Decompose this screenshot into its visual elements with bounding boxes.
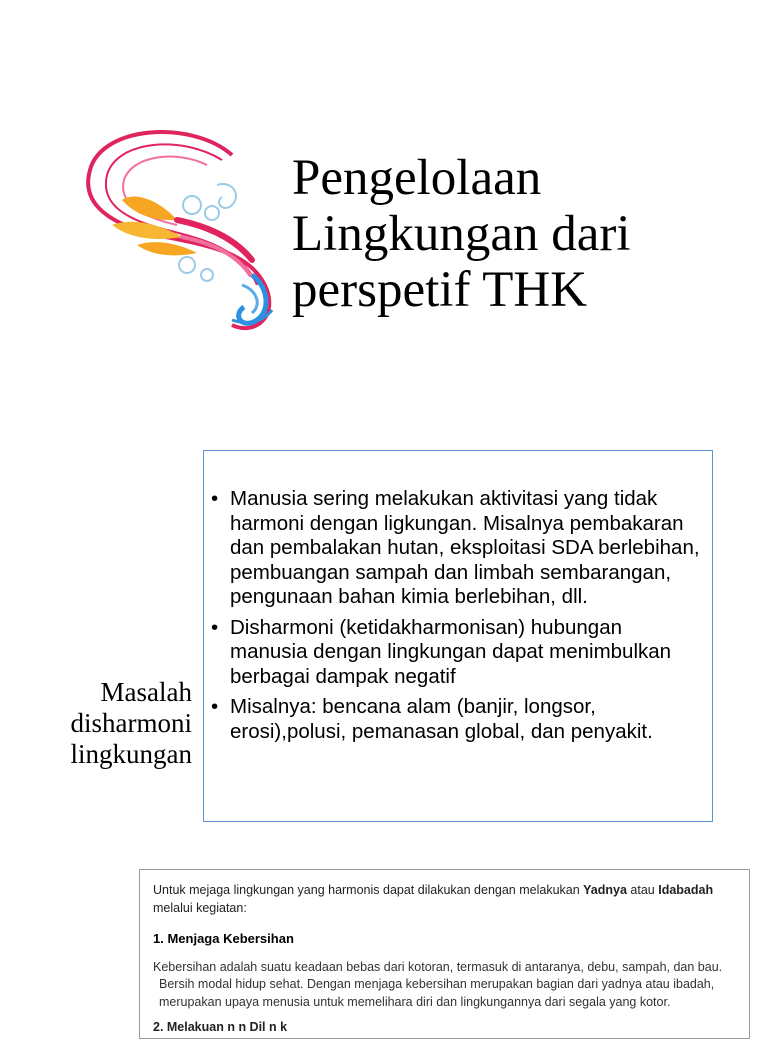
text-panel [139,869,750,1039]
bullet-text: Misalnya: bencana alam (banjir, longsor, erosi),polusi, pemanasan global, dan penyakit. [230,695,653,743]
side-title-line: lingkungan [70,739,192,769]
bullet-item [208,487,704,610]
intro-bold-idabadah: Idabadah [658,883,714,897]
bullet-dot-icon: • [211,487,219,510]
bullet-item [208,695,704,744]
slide-side-title [54,677,192,770]
side-title-line: disharmoni [70,708,192,738]
section-body-line: merupakan upaya menusia untuk memelihara diri dan lingkungannya dari segala yang kotor. [159,994,671,1009]
intro-bold-yadnya: Yadnya [583,883,627,897]
bullet-text: Disharmoni (ketidakharmonisan) hubungan manusia dengan lingkungan dapat menimbulkan berbagai dampak negatif [230,615,672,688]
section-body-line: Bersih modal hidup sehat. Dengan menjaga kebersihan merupakan bagian dari yadnya atau ibadah, [159,977,715,991]
section-body [153,959,739,1012]
intro-prefix: Untuk mejaga lingkungan yang harmonis dapat dilakukan dengan melakukan [153,883,584,897]
bullet-text: Manusia sering melakukan aktivitasi yang tidak harmoni dengan ligkungan. Misalnya pembakaran dan pembalakan hutan, eksploitasi SDA berlebihan, pembuangan sampah dan limbah sembarangan, pengunaan bahan kimia berlebihan, dll. [230,487,700,608]
next-section-heading: 2. Melakuan n n Dil n k [153,1020,288,1034]
bullet-dot-icon: • [211,695,219,718]
slide-title-line: Lingkungan dari [292,206,631,262]
section-body-line: Kebersihan adalah suatu keadaan bebas dari kotoran, termasuk di antaranya, debu, sampah, dan bau. [153,959,723,974]
intro-mid: atau [626,883,659,897]
bullet-dot-icon: • [211,615,219,639]
panel-intro [153,882,739,917]
decorative-swirl-icon [82,125,282,335]
slide-title [292,150,752,318]
section-heading: 1. Menjaga Kebersihan [153,931,294,946]
side-title-line: Masalah [100,677,192,707]
bullet-list [204,451,712,744]
slide-title-line: perspetif THK [292,262,588,318]
intro-suffix: melalui kegiatan: [153,900,247,915]
bullet-content-box [203,450,713,822]
bullet-item [208,616,704,690]
slide-title-line: Pengelolaan [292,150,542,206]
